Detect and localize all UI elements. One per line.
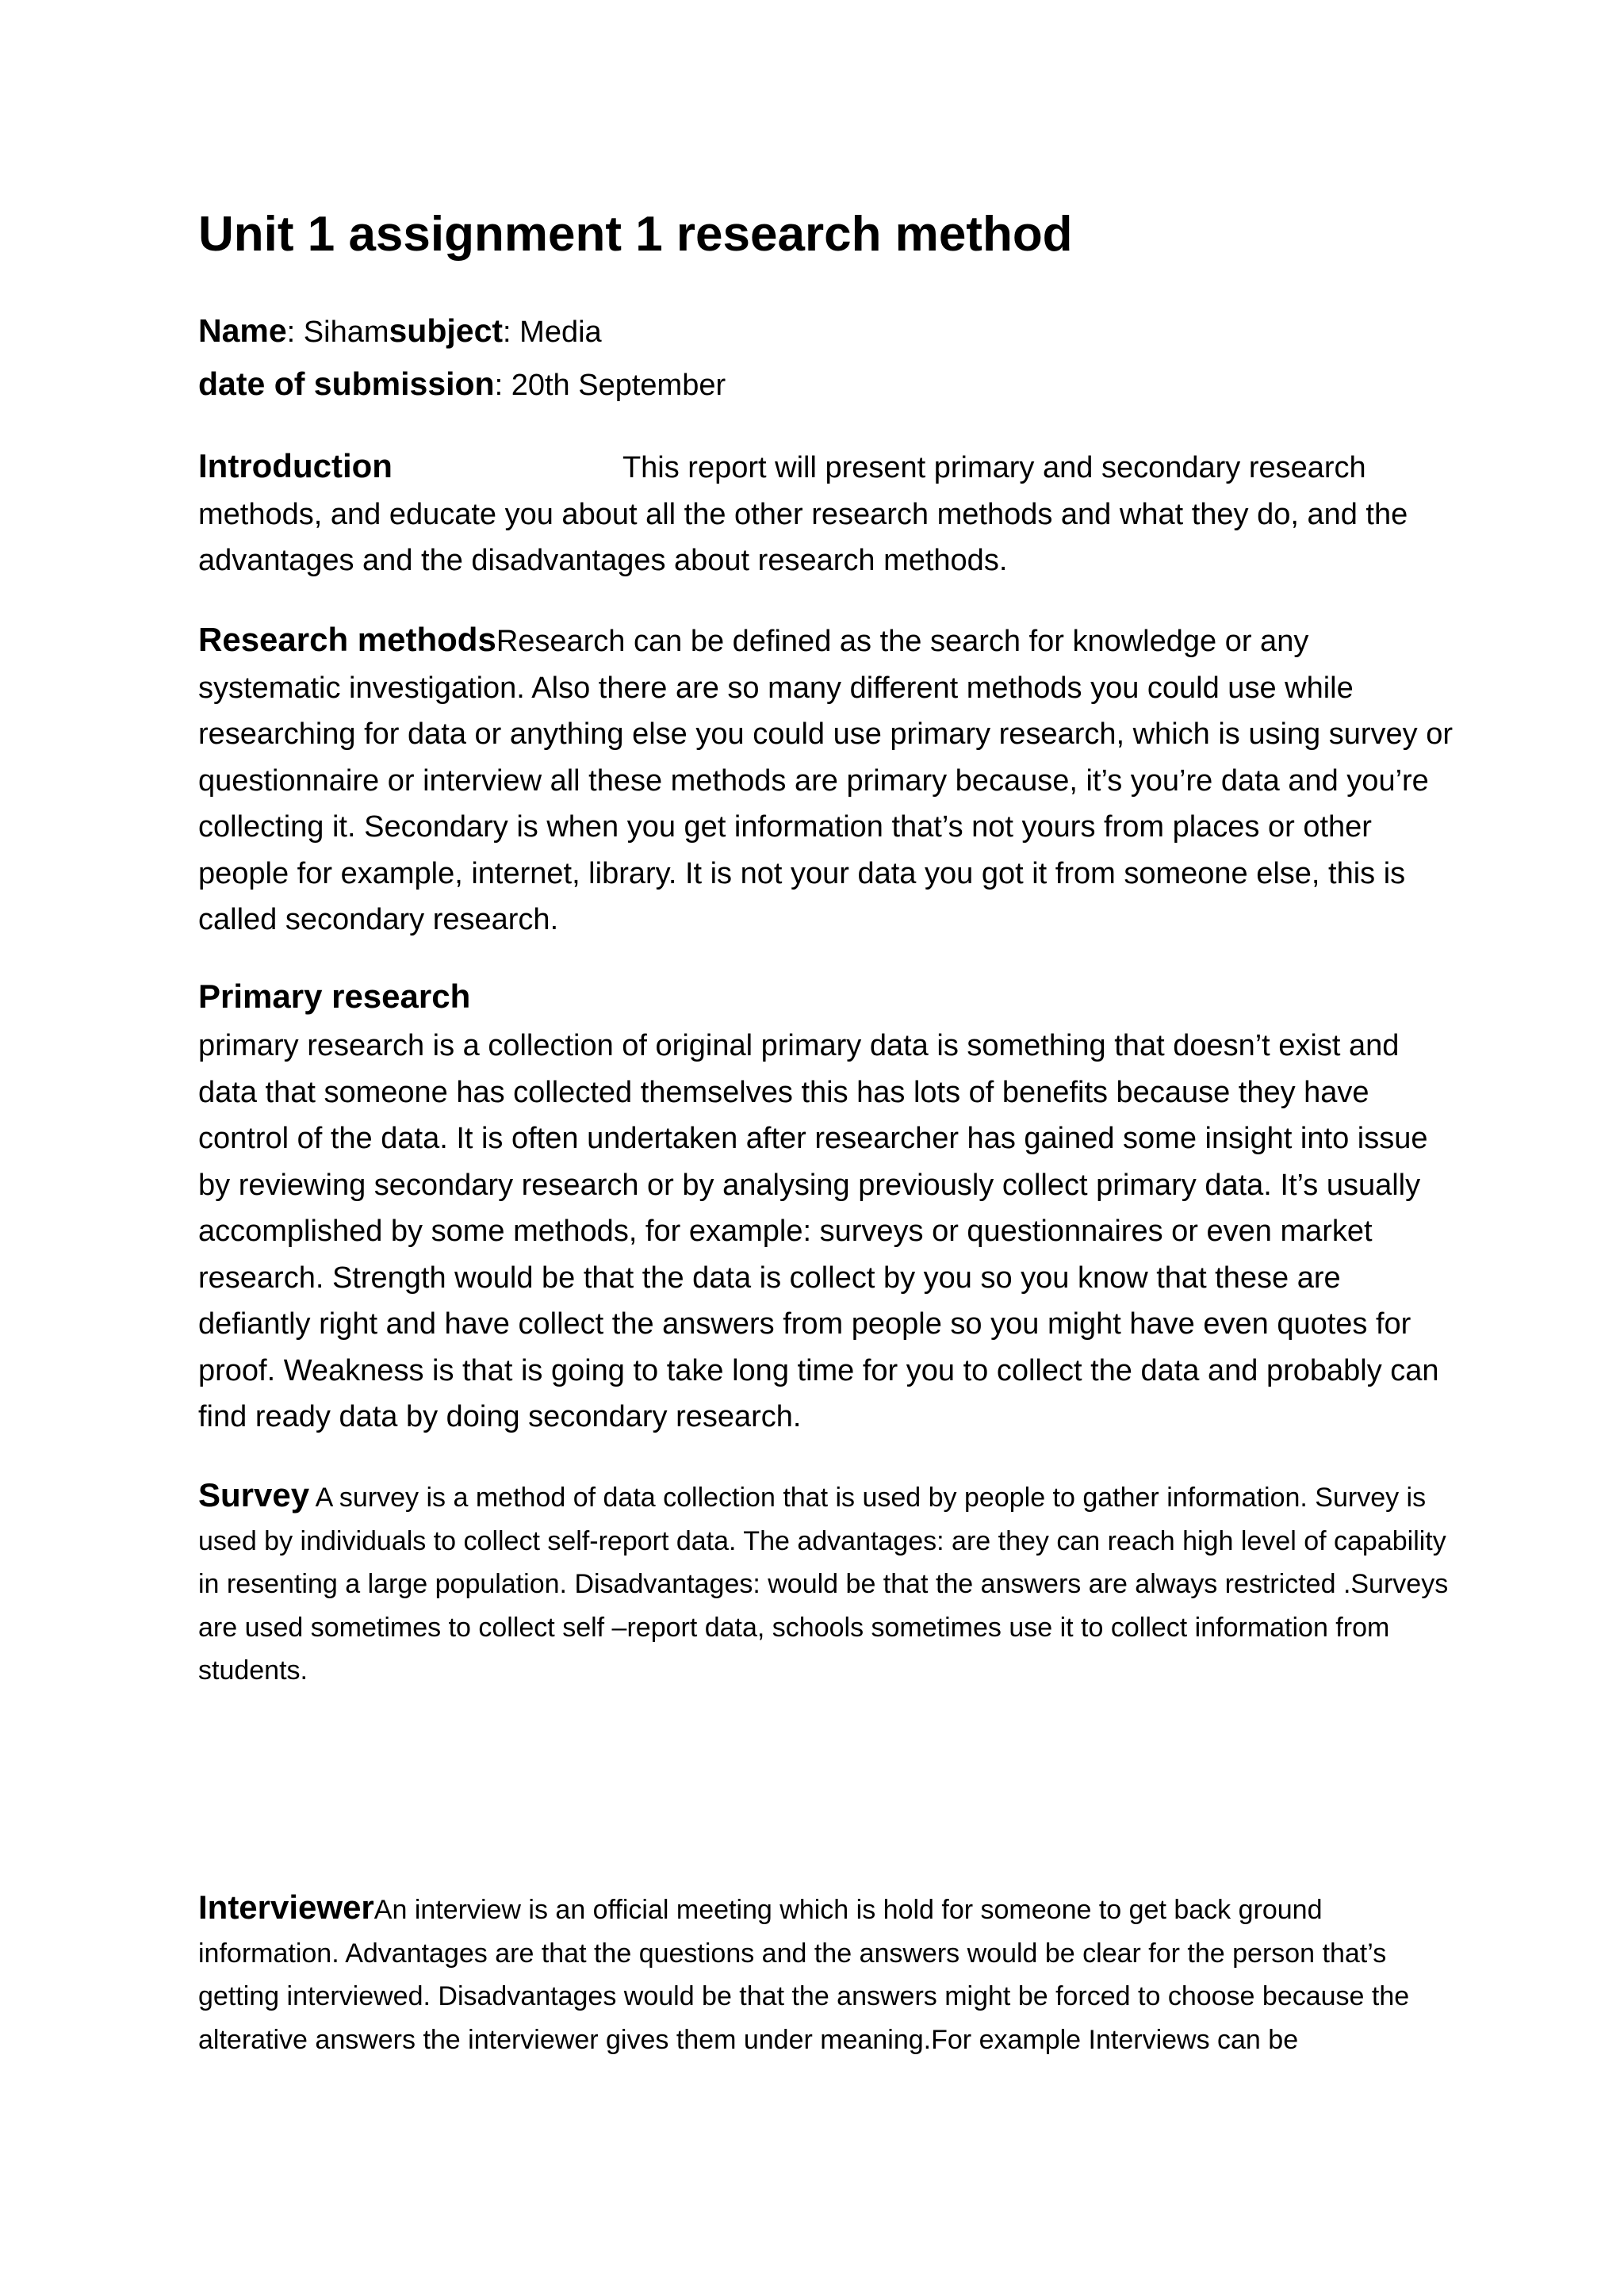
survey-text: A survey is a method of data collection that is used by people to gather information. Survey is used by individuals to collect self-report data. The advantages: are they can reach high level of capability in resenting a large population. Disadvantages: would be that the answers are always restricted .Surveys are used sometimes to collect self –report data, schools sometimes use it to collect information from students. — [198, 1483, 1449, 1686]
survey-heading: Survey — [198, 1476, 310, 1513]
subject-value: : Media — [503, 316, 602, 349]
research-methods-section — [198, 617, 1459, 943]
survey-section — [198, 1474, 1459, 1693]
name-label: Name — [198, 312, 287, 349]
introduction-section — [198, 443, 1459, 584]
name-subject-line — [198, 308, 602, 355]
interviewer-text: An interview is an official meeting which is hold for someone to get back ground information. Advantages are that the questions and the answers would be clear for the person that’s getting interviewed. Disadvantages would be that the answers might be forced to choose because the alterative answers the interviewer gives them under meaning.For example Interviews can be — [198, 1895, 1410, 2055]
date-line — [198, 361, 726, 408]
introduction-heading: Introduction — [198, 447, 393, 484]
introduction-text: This report will present primary and secondary research methods, and educate you about all the other research methods and what they do, and the advantages and the disadvantages about research methods. — [198, 451, 1408, 577]
name-value: : Siham — [286, 316, 389, 349]
date-value: : 20th September — [494, 369, 726, 402]
subject-label: subject — [389, 312, 504, 349]
interviewer-section — [198, 1886, 1459, 2061]
date-label: date of submission — [198, 365, 495, 402]
research-methods-heading: Research methods — [198, 621, 496, 658]
primary-research-heading: Primary research — [198, 978, 471, 1015]
research-methods-text: Research can be defined as the search for knowledge or any systematic investigation. Also there are so many different methods you could use while researching for data or anything else you could use primary research, which is using survey or questionnaire or interview all these methods are primary because, it’s you’re data and you’re collecting it. Secondary is when you get information that’s not yours from places or other people for example, internet, library. It is not your data you got it from someone else, this is called secondary research. — [198, 625, 1453, 936]
interviewer-heading: Interviewer — [198, 1888, 374, 1926]
document-title: Unit 1 assignment 1 research method — [198, 207, 1073, 262]
primary-research-text: primary research is a collection of original primary data is something that doesn’t exist and data that someone has collected themselves this has lots of benefits because they have control of the data. It is often undertaken after researcher has gained some insight into issue by reviewing secondary research or by analysing previously collect primary data. It’s usually accomplished by some methods, for example: surveys or questionnaires or even market research. Strength would be that the data is collect by you so you know that these are defiantly right and have collect the answers from people so you might have even quotes for proof. Weakness is that is going to take long time for you to collect the data and probably can find ready data by doing secondary research. — [198, 1029, 1439, 1433]
